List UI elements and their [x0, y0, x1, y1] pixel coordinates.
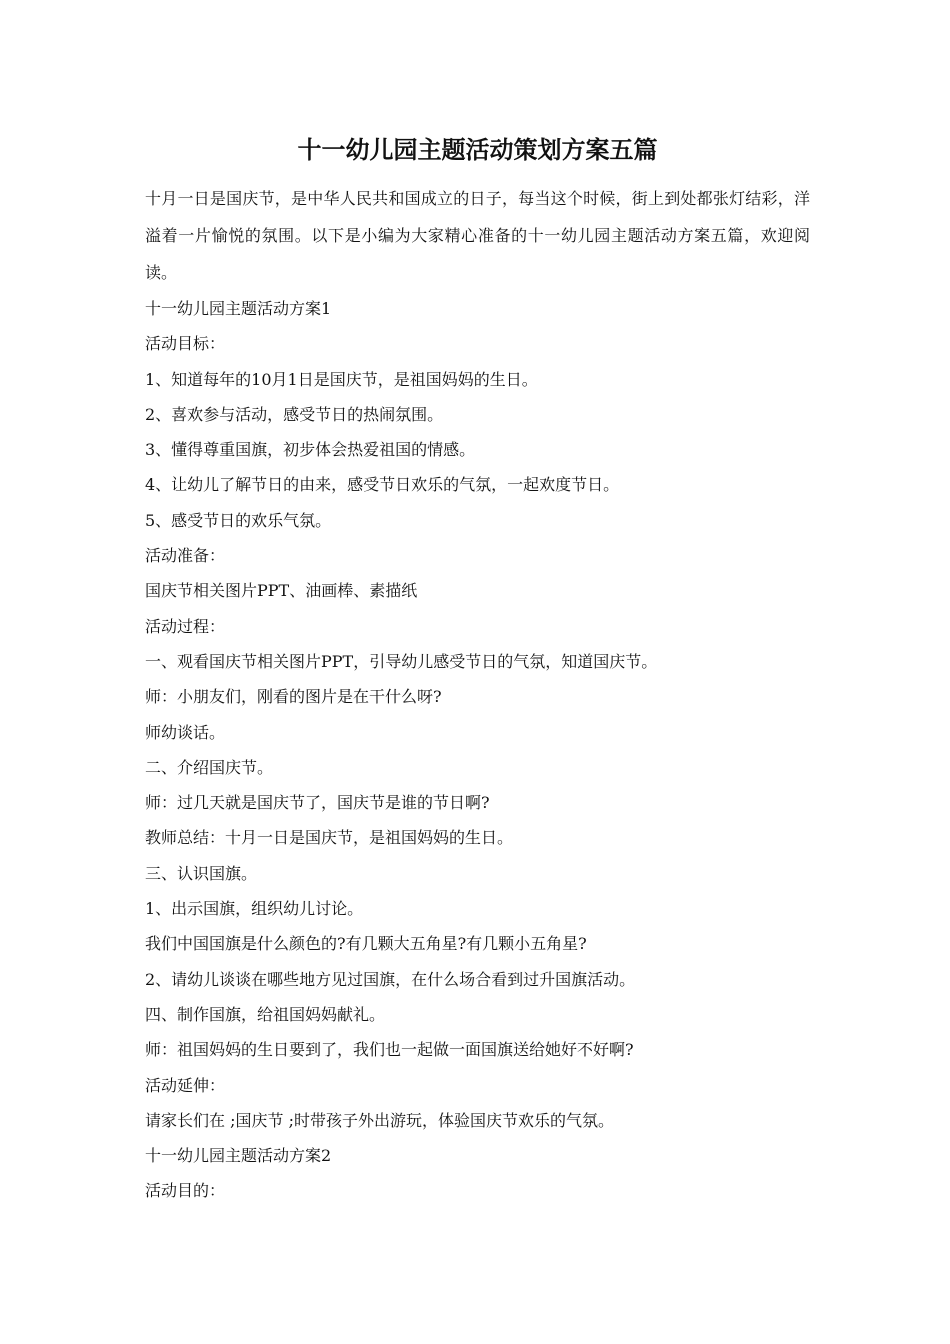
- document-content: [145, 128, 810, 1209]
- body-line: 活动准备：: [145, 546, 226, 566]
- body-line: 师：祖国妈妈的生日要到了，我们也一起做一面国旗送给她好不好啊?: [145, 1040, 634, 1060]
- body-line: 师：小朋友们，刚看的图片是在干什么呀?: [145, 687, 442, 707]
- body-line: 活动过程：: [145, 616, 226, 636]
- body-line: 2、喜欢参与活动，感受节日的热闹氛围。: [145, 404, 444, 424]
- body-line: 1、知道每年的10月1日是国庆节，是祖国妈妈的生日。: [145, 369, 538, 389]
- body-line: 请家长们在 ;国庆节 ;时带孩子外出游玩，体验国庆节欢乐的气氛。: [145, 1110, 614, 1130]
- body-line: 教师总结：十月一日是国庆节，是祖国妈妈的生日。: [145, 828, 514, 848]
- body-line: 十一幼儿园主题活动方案2: [145, 1146, 332, 1166]
- body-line: 活动目的：: [145, 1181, 226, 1201]
- body-line: 四、制作国旗，给祖国妈妈献礼。: [145, 1004, 386, 1024]
- body-line: 师：过几天就是国庆节了，国庆节是谁的节日啊?: [145, 793, 490, 813]
- body-line: 我们中国国旗是什么颜色的?有几颗大五角星?有几颗小五角星?: [145, 934, 587, 954]
- body-lines: [145, 291, 810, 1209]
- document-title: 十一幼儿园主题活动策划方案五篇: [297, 135, 658, 164]
- body-line: 活动目标：: [145, 334, 226, 354]
- body-line: 4、让幼儿了解节日的由来，感受节日欢乐的气氛，一起欢度节日。: [145, 475, 620, 495]
- body-line: 5、感受节日的欢乐气氛。: [145, 510, 332, 530]
- body-line: 十一幼儿园主题活动方案1: [145, 299, 332, 318]
- body-line: 活动延伸：: [145, 1075, 226, 1095]
- body-line: 2、请幼儿谈谈在哪些地方见过国旗，在什么场合看到过升国旗活动。: [145, 969, 636, 989]
- body-line: 1、出示国旗，组织幼儿讨论。: [145, 899, 364, 919]
- intro-paragraph: 十月一日是国庆节，是中华人民共和国成立的日子，每当这个时候，街上到处都张灯结彩，洋溢着一片愉悦的氛围。以下是小编为大家精心准备的十一幼儿园主题活动方案五篇，欢迎阅读。: [145, 189, 810, 282]
- body-line: 二、介绍国庆节。: [145, 757, 274, 777]
- body-line: 师幼谈话。: [145, 722, 226, 742]
- body-line: 三、认识国旗。: [145, 863, 258, 883]
- body-line: 一、观看国庆节相关图片PPT，引导幼儿感受节日的气氛，知道国庆节。: [145, 651, 658, 671]
- body-line: 3、懂得尊重国旗，初步体会热爱祖国的情感。: [145, 440, 476, 460]
- body-line: 国庆节相关图片PPT、油画棒、素描纸: [145, 581, 418, 601]
